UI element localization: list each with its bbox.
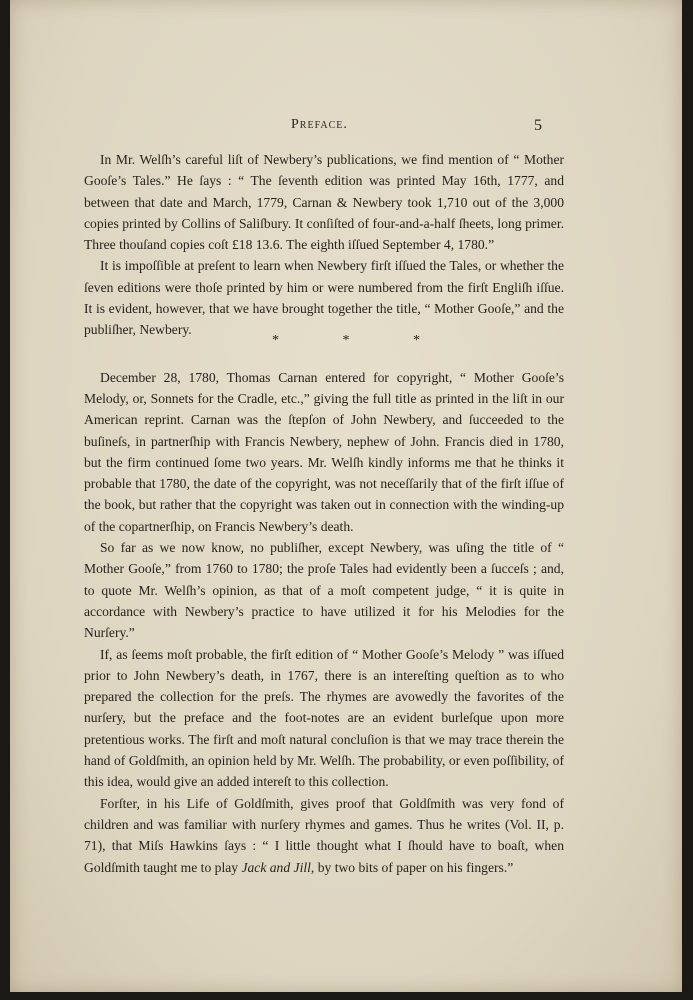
paragraph-forster (84, 793, 564, 878)
book-page (10, 0, 682, 992)
forster-text-end: , by two bits of paper on his fingers.” (310, 859, 514, 875)
section-break: * * * (272, 333, 450, 348)
running-head: Preface. (291, 117, 348, 132)
page-header (10, 117, 682, 139)
body-text (84, 149, 564, 878)
forster-text: Forſter, in his Life of Goldſmith, gives proof that Goldſmith was very fond of children and was familiar with nurſery rhymes and games. Thus he writes (Vol. II, p. 71), that Miſs Hawkins ſays : “ I little thought what I ſhould have to boaſt, when Goldſmith taught me to play (84, 795, 564, 875)
paragraph-so-far: So far as we now know, no publiſher, except Newbery, was uſing the title of “ Mother Gooſe,” from 1760 to 1780; the proſe Tales had evidently been a ſucceſs ; and, to quote Mr. Welſh’s opinion, as that of a moſt competent judge, “ it is quite in accordance with Newbery’s practice to have utilized it for his Melodies for the Nurſery.” (84, 540, 564, 641)
paragraph-carnan-copyright: December 28, 1780, Thomas Carnan entered for copyright, “ Mother Gooſe’s Melody, or, Sonnets for the Cradle, etc.,” giving the full title as printed in the liſt in our American reprint. Carnan was the ſtepſon of John Newbery, and ſucceeded to the buſineſs, in partnerſhip with Francis Newbery, nephew of John. Francis died in 1780, but the firm continued ſome two years. Mr. Welſh kindly informs me that he thinks it probable that 1780, the date of the copyright, was not neceſſarily that of the firſt iſſue of the book, but rather that the copyright was taken out in connection with the winding-up of the copartnerſhip, on Francis Newbery’s death. (84, 369, 564, 534)
jack-and-jill-title: Jack and Jill (241, 859, 311, 875)
paragraph-impossible: It is impoſſible at preſent to learn when Newbery firſt iſſued the Tales, or whether the ſeven editions were thoſe printed by him or were numbered from the firſt Engliſh iſſue. It is evident, however, that we have brought together the title, “ Mother Gooſe,” and the publiſher, Newbery. (84, 258, 564, 338)
paragraph-first-edition: If, as ſeems moſt probable, the firſt edition of “ Mother Gooſe’s Melody ” was iſſued prior to John Newbery’s death, in 1767, there is an intereſting queſtion as to who prepared the collection for the preſs. The rhymes are avowedly the favorites of the nurſery, but the preface and the foot-notes are an evident burleſque upon more pretentious works. The firſt and moſt natural concluſion is that we may trace therein the hand of Goldſmith, an opinion held by Mr. Welſh. The probability, or even poſſibility, of this idea, would give an added intereſt to this collection. (84, 646, 564, 790)
paragraph-welsh-list: In Mr. Welſh’s careful liſt of Newbery’s publications, we find mention of “ Mother Gooſe’s Tales.” He ſays : “ The ſeventh edition was printed May 16th, 1777, and between that date and March, 1779, Carnan & Newbery took 1,710 out of the 3,000 copies printed by Collins of Saliſbury. It conſiſted of four-and-a-half ſheets, long primer. Three thouſand copies coſt £18 13.6. The eighth iſſued September 4, 1780.” (84, 152, 564, 253)
page-number: 5 (534, 117, 542, 134)
